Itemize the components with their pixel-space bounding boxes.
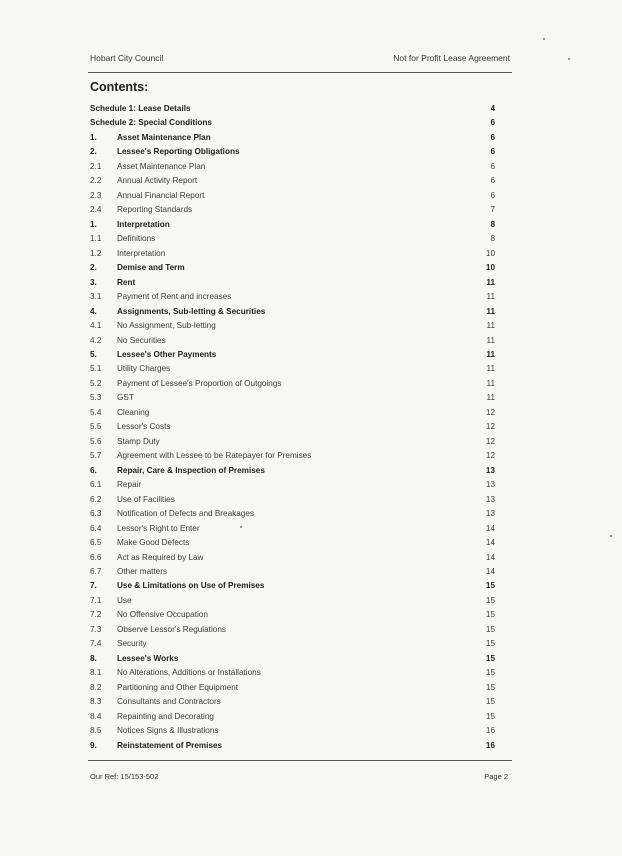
toc-entry[interactable] — [90, 203, 495, 217]
toc-entry-title: Definitions — [117, 234, 156, 244]
toc-entry-title: Observe Lessor's Regulations — [117, 624, 226, 634]
toc-entry[interactable] — [90, 493, 495, 507]
toc-entry-title: Partitioning and Other Equipment — [117, 682, 239, 692]
toc-entry[interactable] — [90, 478, 495, 492]
toc-entry[interactable] — [90, 608, 495, 622]
toc-entry-title: Consultants and Contractors — [117, 697, 221, 707]
toc-entry-page: 11 — [486, 306, 495, 316]
toc-entry-page: 10 — [485, 263, 495, 273]
toc-entry-page: 11 — [486, 292, 495, 302]
toc-entry-number: 5. — [90, 349, 97, 359]
toc-entry-page: 8 — [490, 234, 495, 244]
toc-entry[interactable] — [90, 174, 495, 188]
toc-entry-page: 15 — [485, 624, 495, 634]
toc-entry-page: 7 — [490, 205, 495, 215]
toc-entry-number: 8.2 — [90, 682, 102, 692]
toc-entry-title: Demise and Term — [117, 263, 185, 273]
toc-entry[interactable] — [90, 652, 495, 666]
header-document-title: Not for Profit Lease Agreement — [393, 53, 510, 63]
toc-entry-title: Payment of Rent and increases — [117, 292, 232, 302]
toc-entry-title: Lessor's Costs — [117, 422, 171, 432]
toc-entry-title: Use — [117, 595, 132, 605]
toc-entry-number: 6.1 — [90, 480, 102, 490]
toc-entry-title: No Offensive Occupation — [117, 610, 208, 620]
toc-entry[interactable] — [90, 623, 495, 637]
toc-entry-title: Other matters — [117, 567, 168, 576]
toc-entry-number: 7.2 — [90, 610, 102, 620]
toc-entry[interactable] — [90, 377, 495, 391]
toc-entry-page: 15 — [485, 595, 495, 605]
toc-entry-title: Annual Financial Report — [117, 190, 205, 200]
toc-entry[interactable] — [90, 160, 495, 174]
toc-entry[interactable] — [90, 551, 495, 565]
toc-entry-page: 6 — [490, 176, 495, 186]
toc-entry[interactable] — [90, 594, 495, 608]
toc-entry-page: 6 — [490, 147, 495, 157]
toc-entry-title: Repair — [117, 480, 142, 490]
toc-entry-number: 5.7 — [90, 451, 102, 461]
toc-entry-number: 2. — [90, 263, 97, 273]
footer-page-number: Page 2 — [484, 772, 508, 781]
toc-entry-number: 9. — [90, 740, 97, 750]
toc-entry-number: 8.3 — [90, 697, 102, 707]
toc-entry[interactable] — [90, 579, 495, 593]
toc-entry-title: Asset Maintenance Plan — [117, 161, 206, 171]
toc-entry-page: 11 — [486, 364, 495, 374]
toc-entry-number: 3.1 — [90, 292, 102, 302]
header-organization: Hobart City Council — [90, 53, 164, 63]
toc-entry-number: 4.2 — [90, 335, 102, 345]
toc-entry-page: 13 — [485, 494, 495, 504]
toc-entry-title: Lessor's Right to Enter — [117, 523, 200, 533]
toc-entry-title: Repair, Care & Inspection of Premises — [117, 465, 265, 475]
toc-entry-title: Cleaning — [117, 407, 150, 417]
toc-entry-title: Annual Activity Report — [117, 176, 198, 186]
toc-entry-number: 6.2 — [90, 494, 102, 504]
toc-entry[interactable] — [90, 145, 495, 159]
toc-entry-page: 13 — [485, 509, 495, 519]
toc-entry-title: Payment of Lessee's Proportion of Outgoings — [117, 378, 282, 388]
toc-entry[interactable] — [90, 290, 495, 304]
toc-entry[interactable] — [90, 391, 495, 405]
toc-entry-page: 13 — [485, 465, 495, 475]
toc-entry-page: 11 — [486, 378, 495, 388]
toc-entry-title: Lessee's Works — [117, 653, 179, 663]
toc-entry-page: 15 — [485, 682, 495, 692]
toc-entry-number: 2.3 — [90, 190, 102, 200]
toc-entry[interactable] — [90, 710, 495, 724]
toc-entry-number: 6.4 — [90, 523, 102, 533]
toc-entry-number: 6.6 — [90, 552, 102, 562]
toc-entry[interactable] — [90, 232, 495, 246]
toc-entry-page: 15 — [485, 581, 495, 591]
toc-entry-title: Lessee's Reporting Obligations — [117, 147, 240, 157]
toc-entry[interactable] — [90, 116, 495, 130]
toc-entry-page: 11 — [486, 321, 495, 331]
toc-entry-number: 2. — [90, 147, 97, 157]
footer-reference: Our Ref: 15/153-502 — [90, 772, 159, 781]
toc-entry-page: 12 — [485, 451, 495, 461]
toc-entry-number: 1.1 — [90, 234, 102, 244]
toc-entry-page: 14 — [485, 523, 495, 533]
footer-divider — [88, 760, 512, 761]
toc-entry-page: 15 — [485, 653, 495, 663]
toc-entry[interactable] — [90, 406, 495, 420]
toc-entry[interactable] — [90, 189, 495, 203]
toc-entry-number: 4.1 — [90, 321, 102, 331]
toc-entry[interactable] — [90, 724, 495, 738]
toc-entry-title: Asset Maintenance Plan — [117, 132, 211, 142]
toc-entry-number: 2.1 — [90, 161, 102, 171]
toc-entry-page: 13 — [485, 480, 495, 490]
page-header — [90, 53, 510, 67]
toc-entry-title: No Alterations, Additions or Installations — [117, 668, 261, 678]
toc-entry-number: 5.2 — [90, 378, 102, 388]
toc-entry-number: 1. — [90, 132, 97, 142]
toc-entry-number: 6.3 — [90, 509, 102, 519]
toc-entry[interactable] — [90, 666, 495, 680]
toc-entry-page: 16 — [485, 726, 495, 736]
toc-entry[interactable] — [90, 319, 495, 333]
toc-entry-title: Assignments, Sub-letting & Securities — [117, 306, 266, 316]
toc-entry-page: 15 — [485, 639, 495, 649]
toc-entry-number: 1.2 — [90, 248, 102, 258]
toc-entry-title: Schedule 1: Lease Details — [90, 104, 191, 113]
toc-entry-number: 8.4 — [90, 711, 102, 721]
toc-entry-number: 7.1 — [90, 595, 102, 605]
toc-entry[interactable] — [90, 102, 495, 116]
toc-entry-number: 2.2 — [90, 176, 102, 186]
toc-entry-page: 14 — [485, 552, 495, 562]
toc-entry-title: GST — [117, 393, 134, 403]
toc-entry[interactable] — [90, 522, 495, 536]
toc-entry-title: Stamp Duty — [117, 436, 160, 446]
toc-entry[interactable] — [90, 261, 495, 275]
toc-entry-title: Reinstatement of Premises — [117, 740, 223, 750]
toc-entry[interactable] — [90, 435, 495, 449]
toc-entry-page: 12 — [485, 422, 495, 432]
page-footer — [90, 772, 508, 786]
toc-entry-page: 16 — [485, 740, 495, 750]
toc-entry-title: Reporting Standards — [117, 205, 193, 215]
toc-entry[interactable] — [90, 637, 495, 651]
toc-entry-number: 5.1 — [90, 364, 102, 374]
toc-entry-page: 12 — [485, 407, 495, 417]
toc-entry[interactable] — [90, 464, 495, 478]
toc-entry[interactable] — [90, 536, 495, 550]
toc-entry-title: No Assignment, Sub-letting — [117, 321, 216, 331]
toc-entry-number: 2.4 — [90, 205, 102, 215]
toc-entry-page: 8 — [490, 219, 495, 229]
toc-entry-title: Agreement with Lessee to be Ratepayer for Premises — [117, 451, 312, 461]
toc-entry-page: 15 — [485, 697, 495, 707]
scan-speck — [610, 535, 612, 537]
toc-entry[interactable] — [90, 507, 495, 521]
toc-entry[interactable] — [90, 305, 495, 319]
toc-entry-title: Act as Required by Law — [117, 552, 204, 562]
toc-entry-page: 15 — [485, 610, 495, 620]
toc-entry-title: Rent — [117, 277, 136, 287]
toc-entry-number: 8.5 — [90, 726, 102, 736]
toc-entry-page: 11 — [486, 335, 495, 345]
toc-entry-page: 15 — [485, 711, 495, 721]
contents-heading: Contents: — [90, 80, 149, 94]
toc-entry-number: 6. — [90, 465, 97, 475]
table-of-contents — [90, 102, 495, 753]
scan-speck — [543, 38, 545, 40]
header-divider — [88, 72, 512, 73]
toc-entry-number: 4. — [90, 306, 97, 316]
toc-entry-number: 5.3 — [90, 393, 102, 403]
toc-entry-number: 6.5 — [90, 538, 102, 548]
toc-entry-page: 12 — [485, 436, 495, 446]
toc-entry-number: 5.4 — [90, 407, 102, 417]
toc-entry-title: Use of Facilities — [117, 494, 175, 504]
toc-entry[interactable] — [90, 449, 495, 463]
toc-entry[interactable] — [90, 362, 495, 376]
toc-entry-page: 4 — [490, 104, 495, 113]
toc-entry-page: 6 — [490, 118, 495, 128]
toc-entry-title: Schedule 2: Special Conditions — [90, 118, 212, 128]
toc-entry[interactable] — [90, 247, 495, 261]
toc-entry-page: 14 — [485, 538, 495, 548]
toc-entry-number: 8. — [90, 653, 97, 663]
toc-entry-number: 7. — [90, 581, 97, 591]
toc-entry-page: 11 — [486, 393, 495, 403]
toc-entry-title: Interpretation — [117, 219, 170, 229]
toc-entry-title: Notices Signs & Illustrations — [117, 726, 219, 736]
toc-entry[interactable] — [90, 131, 495, 145]
toc-entry-page: 6 — [490, 161, 495, 171]
toc-entry[interactable] — [90, 218, 495, 232]
toc-entry-number: 3. — [90, 277, 97, 287]
scan-speck — [240, 526, 242, 528]
toc-entry-page: 11 — [486, 277, 495, 287]
toc-entry-page: 6 — [490, 190, 495, 200]
toc-entry-number: 1. — [90, 219, 97, 229]
toc-entry[interactable] — [90, 420, 495, 434]
toc-entry-page: 14 — [485, 567, 495, 576]
toc-entry[interactable] — [90, 565, 495, 579]
toc-entry-page: 15 — [485, 668, 495, 678]
toc-entry[interactable] — [90, 681, 495, 695]
scan-speck — [568, 58, 570, 60]
toc-entry-number: 6.7 — [90, 567, 102, 576]
toc-entry-title: Notification of Defects and Breakages — [117, 509, 254, 519]
toc-entry[interactable] — [90, 276, 495, 290]
toc-entry-page: 11 — [486, 349, 495, 359]
toc-entry[interactable] — [90, 695, 495, 709]
toc-entry[interactable] — [90, 348, 495, 362]
toc-entry-title: Utility Charges — [117, 364, 171, 374]
toc-entry-number: 5.5 — [90, 422, 102, 432]
toc-entry-number: 7.3 — [90, 624, 102, 634]
toc-entry-title: Repainting and Decorating — [117, 711, 214, 721]
toc-entry-page: 10 — [485, 248, 495, 258]
toc-entry-number: 7.4 — [90, 639, 102, 649]
toc-entry-title: Use & Limitations on Use of Premises — [117, 581, 265, 591]
toc-entry[interactable] — [90, 739, 495, 753]
toc-entry-title: Security — [117, 639, 147, 649]
toc-entry-number: 8.1 — [90, 668, 102, 678]
toc-entry-title: Lessee's Other Payments — [117, 349, 217, 359]
toc-entry-title: Make Good Defects — [117, 538, 190, 548]
toc-entry-title: No Securities — [117, 335, 166, 345]
toc-entry-number: 5.6 — [90, 436, 102, 446]
toc-entry-title: Interpretation — [117, 248, 166, 258]
toc-entry[interactable] — [90, 334, 495, 348]
toc-entry-page: 6 — [490, 132, 495, 142]
